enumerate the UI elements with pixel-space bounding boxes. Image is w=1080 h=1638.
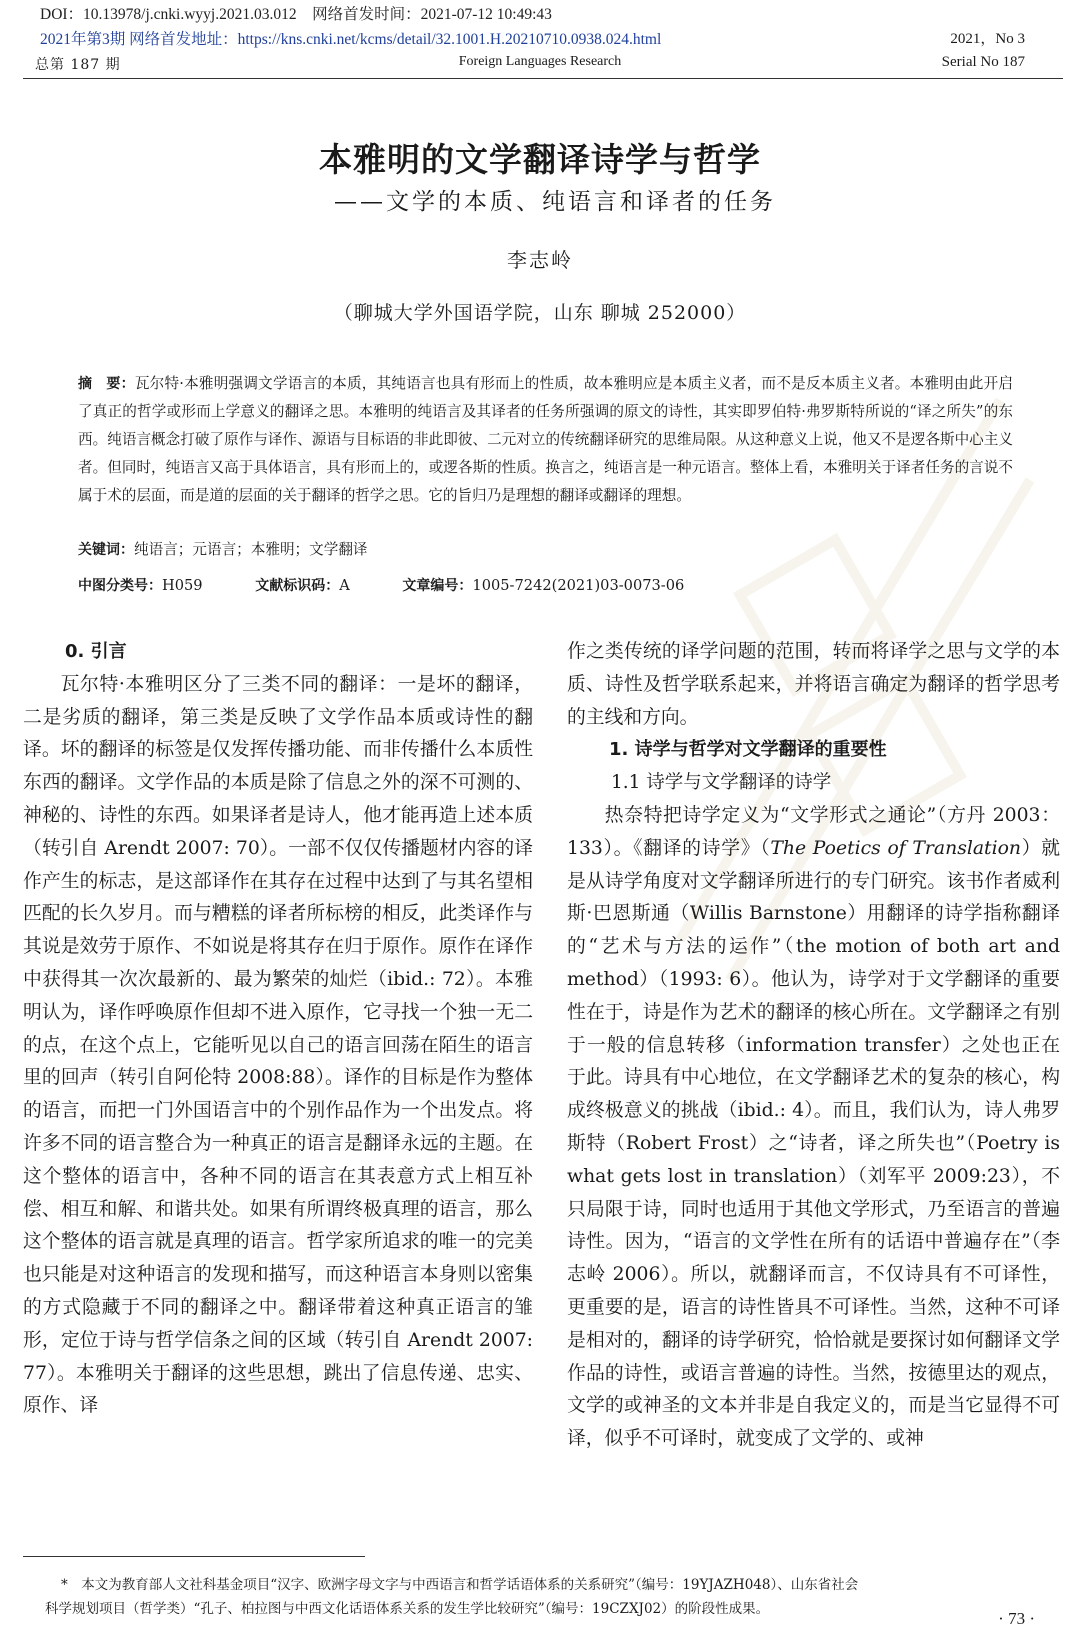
footnote-line-1: * 本文为教育部人文社科基金项目“汉字、欧洲字母文字与中西语言和哲学话语体系的关系研究”（编号：19YJAZH048）、山东省社会 [61,1577,859,1593]
issue-number: 2021，No 3 [950,31,1025,47]
clc-label: 中图分类号： [78,578,162,594]
section-heading-1-1: 1.1 诗学与文学翻译的诗学 [611,772,832,794]
footnote-line-2: 科学规划项目（哲学类）“孔子、柏拉图与中西文化话语体系关系的发生学比较研究”（编号：19CZXJ02）的阶段性成果。 [45,1601,770,1617]
body-left-column [23,636,533,1423]
section-heading-1: 1. 诗学与哲学对文学翻译的重要性 [609,739,887,761]
doc-code-label: 文献标识码： [255,578,340,594]
clc-value: H059 [162,577,203,594]
keywords-label: 关键词： [78,542,134,558]
online-publish-time: 网络首发时间：2021-07-12 10:49:43 [312,6,552,23]
intro-paragraph: 瓦尔特·本雅明区分了三类不同的翻译：一是坏的翻译，二是劣质的翻译，第三类是反映了文学作品本质或诗性的翻译。坏的翻译的标签是仅发挥传播功能、而非传播什么本质性东西的翻译。文学作品的本质是除了信息之外的深不可测的、神秘的、诗性的东西。如果译者是诗人，他才能再造上述本质（转引自 Arendt 2007: 70）。一部不仅仅传播题材内容的译作产生的标志，是这部译作在其存在过程中达到了与其名望相匹配的长久岁月。而与糟糕的译者所标榜的相反，此类译作与其说是效劳于原作、不如说是将其存在归于原作。原作在译作中获得其一次次最新的、最为繁荣的灿烂（ibid.: 72）。本雅明认为，译作呼唤原作但却不进入原作，它寻找一个独一无二的点，在这个点上，它能听见以自己的语言回荡在陌生的语言里的回声（转引自阿伦特 2008:88）。译作的目标是作为整体的语言，而把一门外国语言中的个别作品作为一个出发点。将许多不同的语言整合为一种真正的语言是翻译永远的主题。在这个整体的语言中，各种不同的语言在其表意方式上相互补偿、相互和解、和谐共处。如果有所谓终极真理的语言，那么这个整体的语言就是真理的语言。哲学家所追求的唯一的完美也只能是对这种语言的发现和描写，而这种语言本身则以密集的方式隐藏于不同的翻译之中。翻译带着这种真正语言的雏形，定位于诗与哲学信条之间的区域（转引自 Arendt 2007: 77）。本雅明关于翻译的这些思想，跳出了信息传递、忠实、原作、译 [23,673,533,1417]
doc-code-value: A [339,577,350,594]
poetics-paragraph-part-a: 热奈特把诗学定义为“文学形式之通论”（方丹 2003：133）。《翻译的诗学》（ [567,804,1060,859]
page-number: · 73 · [998,1609,1035,1628]
footnote [45,1573,1060,1621]
article-no-value: 1005-7242(2021)03-0073-06 [472,577,685,594]
poetics-paragraph [567,800,1060,1456]
online-address[interactable]: 2021年第3期 网络首发地址：https://kns.cnki.net/kcms/detail/32.1001.H.20210710.0938.024.html [40,31,662,48]
journal-name: Foreign Languages Research [458,54,622,69]
header-rule [23,78,1063,79]
author-name: 李志岭 [507,248,573,272]
section-heading-intro: 0. 引言 [65,641,127,662]
abstract-text: 瓦尔特·本雅明强调文学语言的本质，其纯语言也具有形而上的性质，故本雅明应是本质主义者，而不是反本质主义者。本雅明由此开启了真正的哲学或形而上学意义的翻译之思。本雅明的纯语言及其译者的任务所强调的原文的诗性，其实即罗伯特·弗罗斯特所说的“译之所失”的东西。纯语言概念打破了原作与译作、源语与目标语的非此即彼、二元对立的传统翻译研究的思维局限。从这种意义上说，他又不是逻各斯中心主义者。但同时，纯语言又高于具体语言，具有形而上的，或逻各斯的性质。换言之，纯语言是一种元语言。整体上看，本雅明关于译者任务的言说不属于术的层面，而是道的层面的关于翻译的哲学之思。它的旨归乃是理想的翻译或翻译的理想。 [78,375,1014,504]
article-no-label: 文章编号： [402,578,473,594]
poetics-paragraph-part-b: ）就是从诗学角度对文学翻译所进行的专门研究。该书作者威利斯·巴恩斯通（Willis Barnstone）用翻译的诗学指称翻译的“艺术与方法的运作”（the motion of both art and method）（1993: 6）。他认为，诗学对于文学翻译的重要性在于，诗是作为艺术的翻译的核心所在。文学翻译之有别于一般的信息转移（information transfer）之处也正在于此。诗具有中心地位，在文学翻译艺术的复杂的核心，构成终极意义的挑战（ibid.: 4）。而且，我们认为，诗人弗罗斯特（Robert Frost）之“诗者，译之所失也”（Poetry is what gets lost in translation）（刘军平 2009:23），不只局限于诗，同时也适用于其他文学形式，乃至语言的普遍诗性。因为，“语言的文学性在所有的话语中普遍存在”（李志岭 2006）。所以，就翻译而言，不仅诗具有不可译性，更重要的是，语言的诗性皆具不可译性。当然，这种不可译是相对的，翻译的诗学研究，恰恰就是要探讨如何翻译文学作品的诗性，或语言普遍的诗性。当然，按德里达的观点，文学的或神圣的文本并非是自我定义的，而是当它显得不可译，似乎不可译时，就变成了文学的、或神 [567,837,1061,1450]
continued-paragraph: 作之类传统的译学问题的范围，转而将译学之思与文学的本质、诗性及哲学联系起来，并将语言确定为翻译的哲学思考的主线和方向。 [567,641,1060,728]
article-subtitle: ——文学的本质、纯语言和译者的任务 [334,189,776,215]
article-title: 本雅明的文学翻译诗学与哲学 [319,140,761,179]
book-title-italic: The Poetics of Translation [770,837,1022,859]
author-affiliation: （聊城大学外国语学院，山东 聊城 252000） [333,302,747,324]
serial-number: Serial No 187 [941,54,1025,70]
footnote-rule [23,1556,365,1557]
issue-total-label: 总第 187 期 [35,57,121,73]
body-right-column [567,636,1060,1456]
doi-stamp [40,4,552,26]
keywords-text: 纯语言；元语言；本雅明；文学翻译 [134,541,368,558]
abstract [78,370,1013,510]
classification-line [78,575,978,595]
keywords [78,538,368,559]
abstract-label: 摘 要： [78,376,135,392]
doi-text: DOI：10.13978/j.cnki.wyyj.2021.03.012 [40,6,297,23]
